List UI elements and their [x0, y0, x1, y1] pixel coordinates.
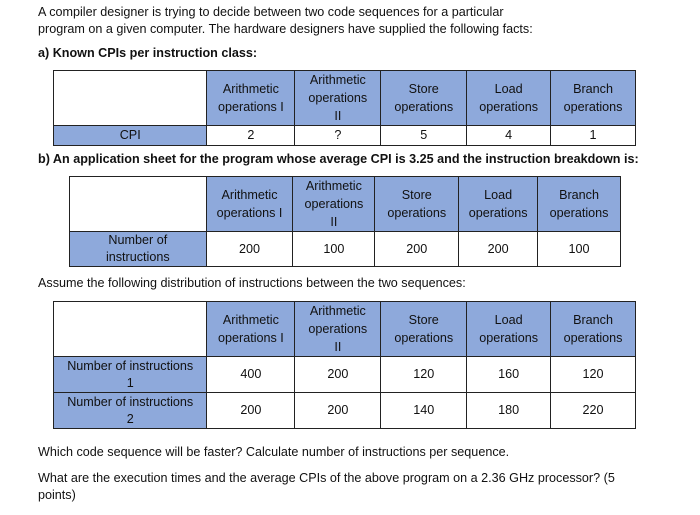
- cpi-value: 4: [467, 126, 551, 146]
- header-branch: Branch operations: [538, 177, 621, 232]
- header-arith-1: Arithmetic operations I: [207, 302, 295, 357]
- header-arith-1: Arithmetic operations I: [206, 177, 293, 232]
- cpi-row-label: CPI: [54, 126, 207, 146]
- question-2-line-2: points): [38, 488, 76, 502]
- part-b-title: b) An application sheet for the program whose average CPI is 3.25 and the instruction breakdown is:: [38, 152, 639, 166]
- header-load: Load operations: [459, 177, 538, 232]
- part-a-title: a) Known CPIs per instruction class:: [38, 46, 258, 60]
- distribution-table-corner: [54, 302, 207, 357]
- sequence-2-value: 180: [467, 393, 551, 429]
- assume-text: Assume the following distribution of instructions between the two sequences:: [38, 276, 466, 290]
- sequence-2-label: Number of instructions 2: [54, 393, 207, 429]
- sequence-1-value: 400: [207, 357, 295, 393]
- intro-line-1: A compiler designer is trying to decide between two code sequences for a particular: [38, 5, 504, 19]
- breakdown-table-corner: [70, 177, 207, 232]
- header-branch: Branch operations: [551, 302, 636, 357]
- cpi-table: [53, 70, 636, 146]
- breakdown-value: 200: [206, 232, 293, 267]
- sequence-2-value: 140: [381, 393, 467, 429]
- header-arith-1: Arithmetic operations I: [207, 71, 295, 126]
- header-store: Store operations: [381, 71, 467, 126]
- sequence-1-value: 200: [295, 357, 381, 393]
- header-load: Load operations: [467, 302, 551, 357]
- header-arith-2: Arithmetic operations II: [293, 177, 375, 232]
- header-arith-2: Arithmetic operations II: [295, 71, 381, 126]
- header-branch: Branch operations: [551, 71, 636, 126]
- header-store: Store operations: [381, 302, 467, 357]
- cpi-value: 5: [381, 126, 467, 146]
- cpi-value: 1: [551, 126, 636, 146]
- instruction-breakdown-table: [69, 176, 621, 267]
- sequence-2-value: 200: [295, 393, 381, 429]
- cpi-table-corner: [54, 71, 207, 126]
- question-2-line-1: What are the execution times and the average CPIs of the above program on a 2.36 GHz processor? (5: [38, 471, 615, 485]
- intro-line-2: program on a given computer. The hardware designers have supplied the following facts:: [38, 22, 533, 36]
- cpi-value: ?: [295, 126, 381, 146]
- breakdown-value: 100: [293, 232, 375, 267]
- question-1: Which code sequence will be faster? Calculate number of instructions per sequence.: [38, 445, 510, 459]
- sequence-2-value: 220: [551, 393, 636, 429]
- breakdown-row-label: Number of instructions: [70, 232, 207, 267]
- sequence-distribution-table: [53, 301, 636, 429]
- header-store: Store operations: [375, 177, 459, 232]
- header-load: Load operations: [467, 71, 551, 126]
- sequence-1-value: 120: [381, 357, 467, 393]
- cpi-value: 2: [207, 126, 295, 146]
- breakdown-value: 200: [375, 232, 459, 267]
- sequence-1-value: 160: [467, 357, 551, 393]
- sequence-1-value: 120: [551, 357, 636, 393]
- header-arith-2: Arithmetic operations II: [295, 302, 381, 357]
- breakdown-value: 100: [538, 232, 621, 267]
- breakdown-value: 200: [459, 232, 538, 267]
- sequence-2-value: 200: [207, 393, 295, 429]
- sequence-1-label: Number of instructions 1: [54, 357, 207, 393]
